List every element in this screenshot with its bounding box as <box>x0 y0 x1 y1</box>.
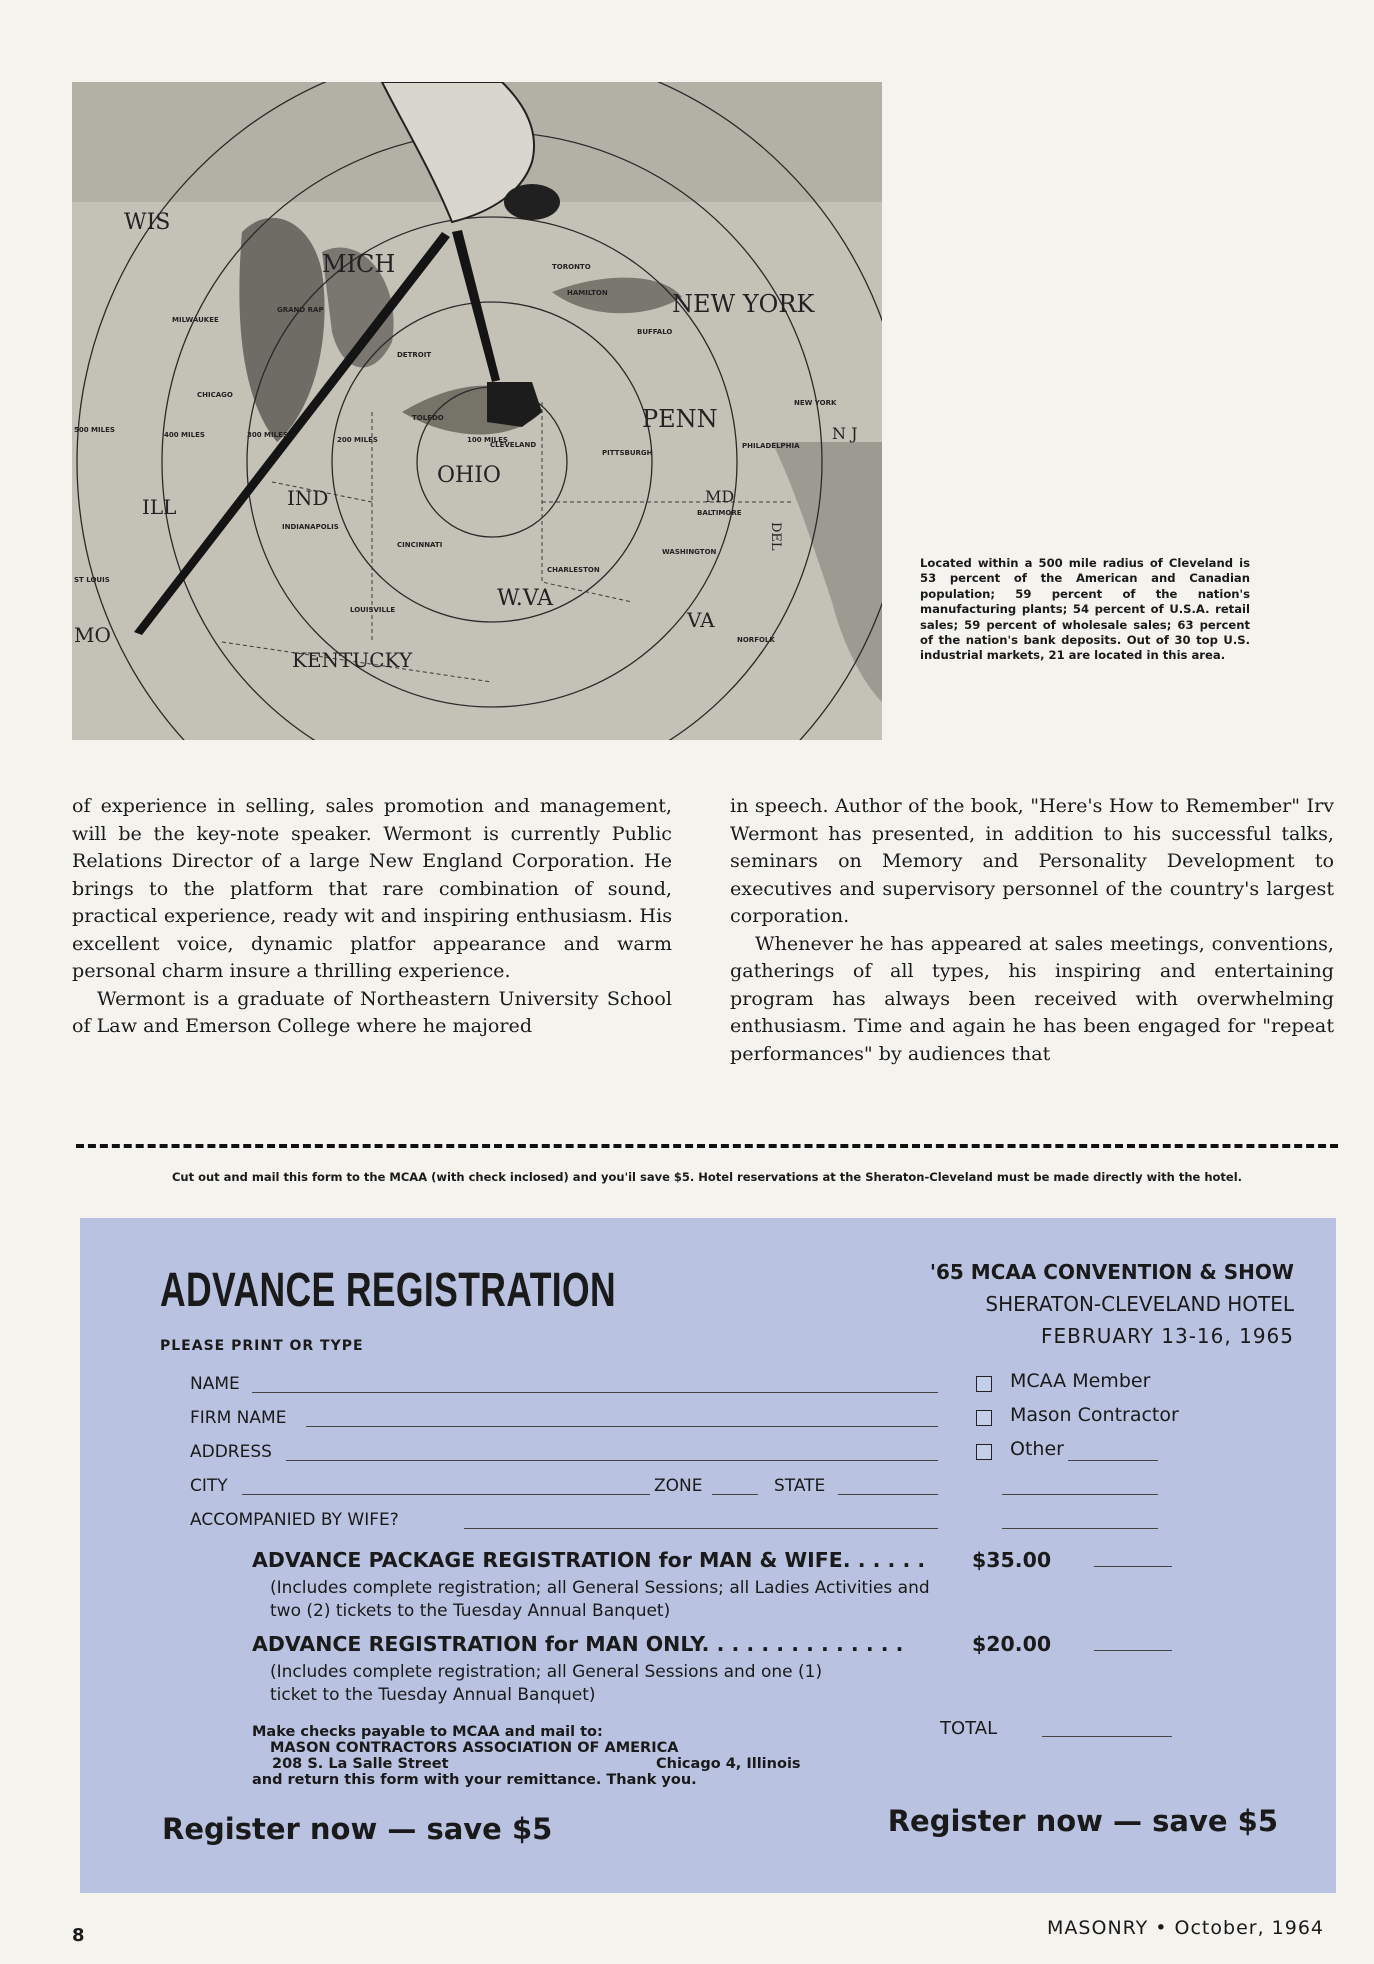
map-city-grand-rapids: GRAND RAP <box>277 306 324 314</box>
extra-line-1[interactable] <box>1002 1494 1158 1495</box>
map-city-cleveland: CLEVELAND <box>490 441 537 449</box>
zone-field-line[interactable] <box>712 1494 758 1495</box>
total-label: TOTAL <box>940 1718 998 1739</box>
article-paragraph: Wermont is a graduate of Northeastern University School of Law and Emerson College where he majored <box>72 986 672 1037</box>
name-field-label: NAME <box>190 1374 240 1394</box>
register-now-left: Register now — save $5 <box>162 1812 553 1846</box>
map-city-toronto: TORONTO <box>552 263 591 271</box>
form-title: ADVANCE REGISTRATION <box>160 1264 617 1317</box>
map-label-ohio: OHIO <box>437 463 501 488</box>
man-only-registration-heading: ADVANCE REGISTRATION for MAN ONLY. . . . . . . . . . . . . . <box>252 1632 904 1656</box>
state-field-line[interactable] <box>838 1494 938 1495</box>
other-field-line[interactable] <box>1068 1460 1158 1461</box>
form-subtitle: PLEASE PRINT OR TYPE <box>160 1338 364 1354</box>
page-number: 8 <box>72 1925 85 1946</box>
map-radius-200-label: 200 MILES <box>337 436 378 444</box>
package-registration-price: $35.00 <box>972 1548 1052 1572</box>
map-label-wis: WIS <box>124 210 171 235</box>
map-label-nj: N J <box>832 424 858 443</box>
map-city-hamilton: HAMILTON <box>567 289 608 297</box>
map-city-indianapolis: INDIANAPOLIS <box>282 523 339 531</box>
map-city-norfolk: NORFOLK <box>737 636 775 644</box>
address-field-line[interactable] <box>286 1460 938 1461</box>
mail-instructions-line1: Make checks payable to MCAA and mail to: <box>252 1724 603 1740</box>
firm-field-label: FIRM NAME <box>190 1408 287 1428</box>
map-label-ind: IND <box>287 486 329 510</box>
map-label-new-york: NEW YORK <box>672 290 815 318</box>
package-registration-heading: ADVANCE PACKAGE REGISTRATION for MAN & WIFE. . . . . . <box>252 1548 926 1572</box>
map-label-mich: MICH <box>322 250 396 278</box>
mail-instructions-line4: and return this form with your remittance. Thank you. <box>252 1772 697 1788</box>
state-field-label: STATE <box>774 1476 826 1496</box>
map-city-philadelphia: PHILADELPHIA <box>742 442 800 450</box>
map-label-md: MD <box>705 487 735 506</box>
mcaa-member-label: MCAA Member <box>1010 1370 1151 1392</box>
map-city-washington: WASHINGTON <box>662 548 717 556</box>
map-label-mo: MO <box>74 623 111 647</box>
convention-dates: FEBRUARY 13-16, 1965 <box>1041 1324 1294 1348</box>
zone-field-label: ZONE <box>654 1476 703 1496</box>
city-field-line[interactable] <box>242 1494 650 1495</box>
map-label-ill: ILL <box>142 495 177 519</box>
total-amount-line[interactable] <box>1042 1736 1172 1737</box>
map-city-milwaukee: MILWAUKEE <box>172 316 219 324</box>
map-city-pittsburgh: PITTSBURGH <box>602 449 653 457</box>
convention-hotel: SHERATON-CLEVELAND HOTEL <box>985 1292 1294 1316</box>
map-label-del: DEL <box>768 522 783 551</box>
map-city-chicago: CHICAGO <box>197 391 233 399</box>
map-caption: Located within a 500 mile radius of Cleveland is 53 percent of the American and Canadian population; 59 percent of the nation's manufacturing plants; 54 percent of U.S.A. retail sales; 59 percent of wholesale sales; 63 percent of the nation's bank deposits. Out of 30 top U.S. industrial markets, 21 are located in this area. <box>920 556 1250 663</box>
wife-field-label: ACCOMPANIED BY WIFE? <box>190 1510 399 1530</box>
map-city-charleston: CHARLESTON <box>547 566 600 574</box>
article-paragraph: in speech. Author of the book, "Here's How to Remember" Irv Wermont has presented, in addition to his successful talks, seminars on Memory and Personality Development to executives and supervisory personnel of the country's largest corporation. <box>730 794 1334 927</box>
man-only-registration-price: $20.00 <box>972 1632 1052 1656</box>
man-only-amount-line[interactable] <box>1094 1650 1172 1651</box>
package-amount-line[interactable] <box>1094 1566 1172 1567</box>
map-label-kentucky: KENTUCKY <box>292 648 413 672</box>
map-city-detroit: DETROIT <box>397 351 432 359</box>
register-now-right: Register now — save $5 <box>887 1804 1278 1838</box>
name-field-line[interactable] <box>252 1392 938 1393</box>
wife-field-line[interactable] <box>464 1528 938 1529</box>
map-radius-100-label: 100 MILES <box>467 436 508 444</box>
publication-footer: MASONRY • October, 1964 <box>1047 1917 1324 1939</box>
convention-title: '65 MCAA CONVENTION & SHOW <box>929 1260 1294 1284</box>
map-city-cincinnati: CINCINNATI <box>397 541 443 549</box>
cut-instructions: Cut out and mail this form to the MCAA (with check inclosed) and you'il save $5. Hotel reservations at the Sheraton-Cleveland must be made directly with the hotel. <box>171 1170 1243 1184</box>
map-radius-500-label: 500 MILES <box>74 426 115 434</box>
article-column-left <box>72 792 672 1040</box>
city-field-label: CITY <box>190 1476 228 1496</box>
article-paragraph: of experience in selling, sales promotion and management, will be the key-note speaker. Wermont is currently Public Relations Director of a large New England Corporation. He brings to the platform that rare combination of sound, practical experience, ready wit and inspiring enthusiasm. His excellent voice, dynamic platfor appearance and warm personal charm insure a thrilling experience. <box>72 794 672 982</box>
map-illustration <box>72 82 882 740</box>
firm-field-line[interactable] <box>306 1426 938 1427</box>
other-checkbox[interactable] <box>976 1444 992 1460</box>
mason-contractor-checkbox[interactable] <box>976 1410 992 1426</box>
map-photo <box>72 82 882 740</box>
mail-org-name: MASON CONTRACTORS ASSOCIATION OF AMERICA <box>270 1740 679 1756</box>
extra-line-2[interactable] <box>1002 1528 1158 1529</box>
map-city-buffalo: BUFFALO <box>637 328 673 336</box>
map-city-toledo: TOLEDO <box>412 414 444 422</box>
map-radius-300-label: 300 MILES <box>247 431 288 439</box>
map-city-louisville: LOUISVILLE <box>350 606 396 614</box>
other-label: Other <box>1010 1438 1064 1460</box>
map-radius-400-label: 400 MILES <box>164 431 205 439</box>
mail-street: 208 S. La Salle Street <box>272 1756 449 1772</box>
package-registration-note: (Includes complete registration; all General Sessions; all Ladies Activities and two (2) tickets to the Tuesday Annual Banquet) <box>270 1578 930 1621</box>
article-paragraph: Whenever he has appeared at sales meetings, conventions, gatherings of all types, his inspiring and entertaining program has always been received with overwhelming enthusiasm. Time and again he has been engaged for "repeat performances" by audiences that <box>730 931 1334 1065</box>
man-only-registration-note: (Includes complete registration; all General Sessions and one (1) ticket to the Tuesday Annual Banquet) <box>270 1662 823 1705</box>
map-label-penn: PENN <box>642 405 718 433</box>
article-column-right <box>730 792 1334 1067</box>
mail-city: Chicago 4, Illinois <box>656 1756 801 1772</box>
map-city-new-york: NEW YORK <box>794 399 837 407</box>
map-label-va: VA <box>687 608 715 632</box>
registration-form <box>80 1218 1336 1893</box>
address-field-label: ADDRESS <box>190 1442 272 1462</box>
cut-line <box>76 1144 1338 1148</box>
mcaa-member-checkbox[interactable] <box>976 1376 992 1392</box>
mason-contractor-label: Mason Contractor <box>1010 1404 1179 1426</box>
map-city-baltimore: BALTIMORE <box>697 509 742 517</box>
map-city-st-louis: ST LOUIS <box>74 576 110 584</box>
map-label-wva: W.VA <box>497 586 554 611</box>
